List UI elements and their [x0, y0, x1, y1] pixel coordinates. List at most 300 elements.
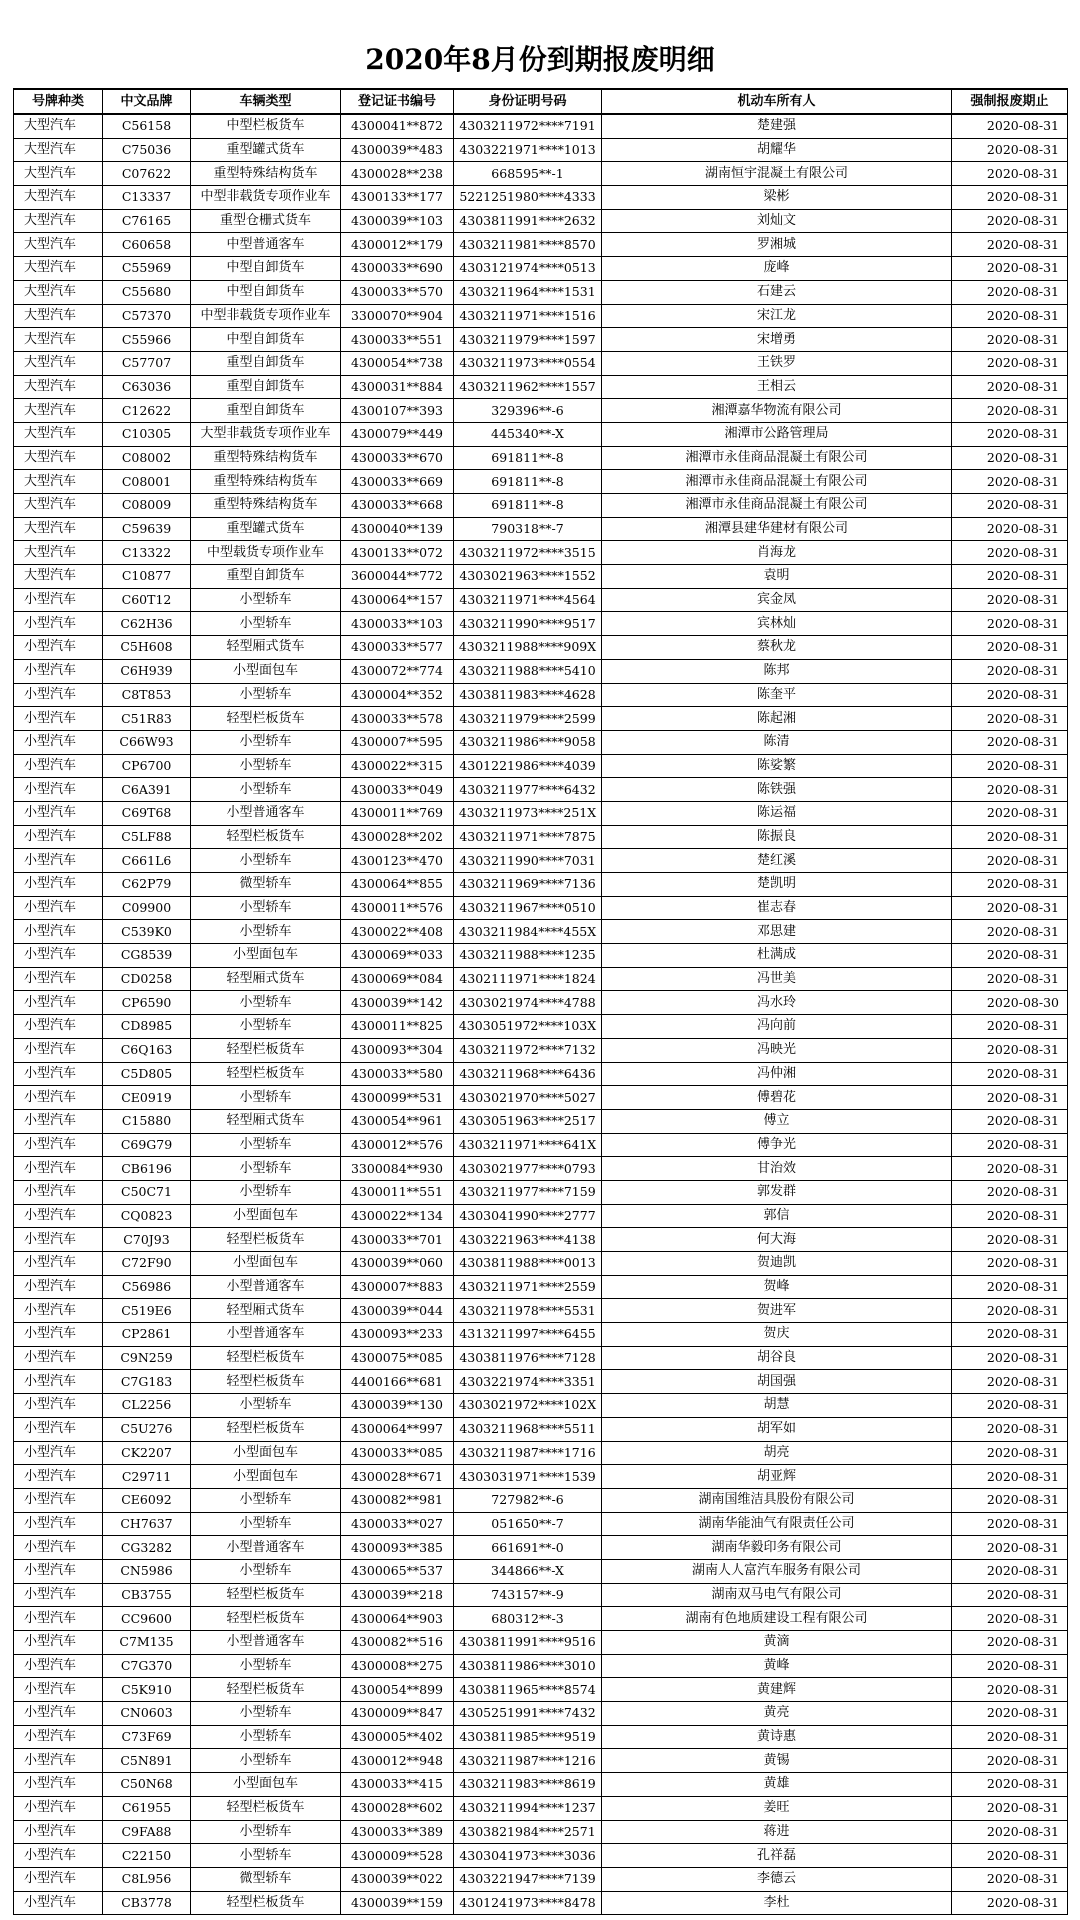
brand-cell: CK2207 [103, 1441, 191, 1465]
plate-type-cell: 大型汽车 [14, 280, 103, 304]
table-row [14, 375, 1068, 399]
table-row [14, 1536, 1068, 1560]
certificate-number-cell: 4300064**903 [341, 1607, 454, 1631]
brand-cell: C08002 [103, 446, 191, 470]
scrap-deadline-cell: 2020-08-31 [952, 659, 1068, 683]
vehicle-type-cell: 小型轿车 [191, 920, 341, 944]
owner-cell: 蔡秋龙 [602, 636, 952, 660]
table-row [14, 754, 1068, 778]
owner-cell: 胡国强 [602, 1370, 952, 1394]
table-row [14, 1038, 1068, 1062]
brand-cell: C09900 [103, 896, 191, 920]
plate-type-cell: 小型汽车 [14, 920, 103, 944]
vehicle-type-cell: 重型自卸货车 [191, 351, 341, 375]
scrap-deadline-cell: 2020-08-31 [952, 944, 1068, 968]
scrap-deadline-cell: 2020-08-31 [952, 1536, 1068, 1560]
plate-type-cell: 小型汽车 [14, 1109, 103, 1133]
brand-cell: C5K910 [103, 1678, 191, 1702]
table-row [14, 1346, 1068, 1370]
certificate-number-cell: 4300033**027 [341, 1512, 454, 1536]
plate-type-cell: 小型汽车 [14, 1512, 103, 1536]
plate-type-cell: 小型汽车 [14, 1323, 103, 1347]
id-number-cell: 4303211971****1516 [454, 304, 602, 328]
brand-cell: C7G183 [103, 1370, 191, 1394]
plate-type-cell: 小型汽车 [14, 1559, 103, 1583]
table-row [14, 1275, 1068, 1299]
plate-type-cell: 小型汽车 [14, 1702, 103, 1726]
table-row [14, 1583, 1068, 1607]
owner-cell: 湖南双马电气有限公司 [602, 1583, 952, 1607]
id-number-cell: 4302111971****1824 [454, 967, 602, 991]
owner-cell: 湖南国维洁具股份有限公司 [602, 1488, 952, 1512]
scrap-deadline-cell: 2020-08-31 [952, 636, 1068, 660]
brand-cell: C5U276 [103, 1417, 191, 1441]
id-number-cell: 4303811991****2632 [454, 209, 602, 233]
scrap-deadline-cell: 2020-08-31 [952, 1133, 1068, 1157]
scrap-deadline-cell: 2020-08-31 [952, 114, 1068, 138]
id-number-cell: 4303221963****4138 [454, 1228, 602, 1252]
certificate-number-cell: 4300039**142 [341, 991, 454, 1015]
table-row [14, 920, 1068, 944]
scrap-deadline-cell: 2020-08-31 [952, 1678, 1068, 1702]
plate-type-cell: 小型汽车 [14, 1204, 103, 1228]
id-number-cell: 4303211972****7132 [454, 1038, 602, 1062]
vehicle-type-cell: 小型面包车 [191, 1252, 341, 1276]
certificate-number-cell: 4300011**769 [341, 801, 454, 825]
table-row [14, 1109, 1068, 1133]
table-row [14, 494, 1068, 518]
brand-cell: C60658 [103, 233, 191, 257]
scrap-deadline-cell: 2020-08-31 [952, 446, 1068, 470]
certificate-number-cell: 4300064**997 [341, 1417, 454, 1441]
scrap-deadline-cell: 2020-08-31 [952, 754, 1068, 778]
table-row [14, 896, 1068, 920]
owner-cell: 袁明 [602, 565, 952, 589]
owner-cell: 黄锡 [602, 1749, 952, 1773]
id-number-cell: 4303021972****102X [454, 1394, 602, 1418]
certificate-number-cell: 4300039**218 [341, 1583, 454, 1607]
scrap-deadline-cell: 2020-08-31 [952, 825, 1068, 849]
scrap-deadline-cell: 2020-08-31 [952, 1749, 1068, 1773]
id-number-cell: 4301241973****8478 [454, 1891, 602, 1915]
scrap-deadline-cell: 2020-08-31 [952, 588, 1068, 612]
brand-cell: C55969 [103, 257, 191, 281]
vehicle-type-cell: 大型非载货专项作业车 [191, 422, 341, 446]
plate-type-cell: 小型汽车 [14, 1133, 103, 1157]
brand-cell: C12622 [103, 399, 191, 423]
owner-cell: 陈清 [602, 730, 952, 754]
id-number-cell: 4303211977****7159 [454, 1180, 602, 1204]
id-number-cell: 4303211988****1235 [454, 944, 602, 968]
owner-cell: 王铁罗 [602, 351, 952, 375]
id-number-cell: 4303211994****1237 [454, 1796, 602, 1820]
scrap-deadline-cell: 2020-08-31 [952, 1275, 1068, 1299]
brand-cell: C5H608 [103, 636, 191, 660]
table-row [14, 351, 1068, 375]
table-row [14, 1867, 1068, 1891]
plate-type-cell: 小型汽车 [14, 1370, 103, 1394]
vehicle-type-cell: 轻型栏板货车 [191, 1678, 341, 1702]
id-number-cell: 4303211979****1597 [454, 328, 602, 352]
scrap-deadline-cell: 2020-08-31 [952, 1512, 1068, 1536]
vehicle-type-cell: 小型面包车 [191, 944, 341, 968]
table-body [14, 114, 1068, 1915]
id-number-cell: 4303221947****7139 [454, 1867, 602, 1891]
brand-cell: C59639 [103, 517, 191, 541]
table-row [14, 565, 1068, 589]
owner-cell: 黄滴 [602, 1631, 952, 1655]
scrap-deadline-cell: 2020-08-31 [952, 967, 1068, 991]
plate-type-cell: 小型汽车 [14, 707, 103, 731]
owner-cell: 宋江龙 [602, 304, 952, 328]
id-number-cell: 4303051963****2517 [454, 1109, 602, 1133]
brand-cell: C08009 [103, 494, 191, 518]
brand-cell: C07622 [103, 162, 191, 186]
id-number-cell: 4303211987****1216 [454, 1749, 602, 1773]
scrap-deadline-cell: 2020-08-31 [952, 494, 1068, 518]
vehicle-type-cell: 轻型栏板货车 [191, 1796, 341, 1820]
id-number-cell: 691811**-8 [454, 494, 602, 518]
scrap-deadline-cell: 2020-08-31 [952, 1583, 1068, 1607]
table-row [14, 991, 1068, 1015]
table-row [14, 1180, 1068, 1204]
id-number-cell: 4303021977****0793 [454, 1157, 602, 1181]
scrap-deadline-cell: 2020-08-31 [952, 1204, 1068, 1228]
brand-cell: C10877 [103, 565, 191, 589]
scrap-deadline-cell: 2020-08-31 [952, 801, 1068, 825]
brand-cell: C9FA88 [103, 1820, 191, 1844]
id-number-cell: 4303121974****0513 [454, 257, 602, 281]
vehicle-type-cell: 重型特殊结构货车 [191, 470, 341, 494]
table-row [14, 944, 1068, 968]
scrap-deadline-cell: 2020-08-31 [952, 1299, 1068, 1323]
certificate-number-cell: 4300039**483 [341, 138, 454, 162]
owner-cell: 湘潭市永佳商品混凝土有限公司 [602, 470, 952, 494]
vehicle-type-cell: 中型自卸货车 [191, 280, 341, 304]
brand-cell: C519E6 [103, 1299, 191, 1323]
owner-cell: 湘潭县建华建材有限公司 [602, 517, 952, 541]
owner-cell: 蒋进 [602, 1820, 952, 1844]
brand-cell: C76165 [103, 209, 191, 233]
id-number-cell: 4303021970****5027 [454, 1086, 602, 1110]
id-number-cell: 743157**-9 [454, 1583, 602, 1607]
id-number-cell: 4303211977****6432 [454, 778, 602, 802]
plate-type-cell: 小型汽车 [14, 1015, 103, 1039]
table-row [14, 1323, 1068, 1347]
brand-cell: C15880 [103, 1109, 191, 1133]
owner-cell: 贺峰 [602, 1275, 952, 1299]
owner-cell: 宾林灿 [602, 612, 952, 636]
owner-cell: 傅争光 [602, 1133, 952, 1157]
scrap-deadline-cell: 2020-08-31 [952, 1228, 1068, 1252]
owner-cell: 郭信 [602, 1204, 952, 1228]
vehicle-type-cell: 小型普通客车 [191, 1275, 341, 1299]
vehicle-type-cell: 小型轿车 [191, 1015, 341, 1039]
id-number-cell: 4303221974****3351 [454, 1370, 602, 1394]
brand-cell: C60T12 [103, 588, 191, 612]
owner-cell: 崔志春 [602, 896, 952, 920]
certificate-number-cell: 4300069**084 [341, 967, 454, 991]
certificate-number-cell: 4300082**981 [341, 1488, 454, 1512]
vehicle-type-cell: 轻型厢式货车 [191, 636, 341, 660]
owner-cell: 李杜 [602, 1891, 952, 1915]
brand-cell: C13337 [103, 186, 191, 210]
vehicle-type-cell: 轻型栏板货车 [191, 1583, 341, 1607]
owner-cell: 陈奎平 [602, 683, 952, 707]
certificate-number-cell: 4300028**671 [341, 1465, 454, 1489]
vehicle-type-cell: 中型载货专项作业车 [191, 541, 341, 565]
certificate-number-cell: 4300033**577 [341, 636, 454, 660]
brand-cell: C29711 [103, 1465, 191, 1489]
scrap-deadline-cell: 2020-08-31 [952, 1465, 1068, 1489]
id-number-cell: 661691**-0 [454, 1536, 602, 1560]
id-number-cell: 4303211983****8619 [454, 1773, 602, 1797]
table-row [14, 683, 1068, 707]
vehicle-type-cell: 微型轿车 [191, 873, 341, 897]
plate-type-cell: 小型汽车 [14, 967, 103, 991]
certificate-number-cell: 4300069**033 [341, 944, 454, 968]
owner-cell: 冯映光 [602, 1038, 952, 1062]
plate-type-cell: 大型汽车 [14, 257, 103, 281]
vehicle-type-cell: 重型特殊结构货车 [191, 494, 341, 518]
vehicle-type-cell: 小型轿车 [191, 730, 341, 754]
owner-cell: 郭发群 [602, 1180, 952, 1204]
certificate-number-cell: 4300093**385 [341, 1536, 454, 1560]
table-row [14, 1488, 1068, 1512]
table-row [14, 1891, 1068, 1915]
brand-cell: C70J93 [103, 1228, 191, 1252]
certificate-number-cell: 4300093**304 [341, 1038, 454, 1062]
id-number-cell: 329396**-6 [454, 399, 602, 423]
certificate-number-cell: 4300022**134 [341, 1204, 454, 1228]
owner-cell: 陈铁强 [602, 778, 952, 802]
brand-cell: CB3755 [103, 1583, 191, 1607]
vehicle-type-cell: 轻型厢式货车 [191, 1109, 341, 1133]
scrap-deadline-cell: 2020-08-31 [952, 1891, 1068, 1915]
plate-type-cell: 小型汽车 [14, 1441, 103, 1465]
owner-cell: 贺迪凯 [602, 1252, 952, 1276]
table-row [14, 1678, 1068, 1702]
brand-cell: C57707 [103, 351, 191, 375]
plate-type-cell: 小型汽车 [14, 659, 103, 683]
plate-type-cell: 大型汽车 [14, 399, 103, 423]
vehicle-type-cell: 小型轿车 [191, 849, 341, 873]
scrap-deadline-cell: 2020-08-31 [952, 209, 1068, 233]
scrap-deadline-cell: 2020-08-31 [952, 1654, 1068, 1678]
owner-cell: 黄亮 [602, 1702, 952, 1726]
plate-type-cell: 小型汽车 [14, 1062, 103, 1086]
owner-cell: 杜满成 [602, 944, 952, 968]
table-row [14, 1702, 1068, 1726]
scrap-deadline-cell: 2020-08-31 [952, 328, 1068, 352]
vehicle-type-cell: 小型普通客车 [191, 801, 341, 825]
certificate-number-cell: 3600044**772 [341, 565, 454, 589]
vehicle-type-cell: 小型轿车 [191, 1133, 341, 1157]
certificate-number-cell: 4300033**551 [341, 328, 454, 352]
table-row [14, 257, 1068, 281]
plate-type-cell: 大型汽车 [14, 233, 103, 257]
vehicle-type-cell: 小型轿车 [191, 683, 341, 707]
vehicle-type-cell: 轻型厢式货车 [191, 1299, 341, 1323]
table-row [14, 280, 1068, 304]
owner-cell: 楚凯明 [602, 873, 952, 897]
vehicle-type-cell: 重型罐式货车 [191, 517, 341, 541]
vehicle-type-cell: 中型普通客车 [191, 233, 341, 257]
table-row [14, 446, 1068, 470]
id-number-cell: 4303221971****1013 [454, 138, 602, 162]
certificate-number-cell: 4300028**602 [341, 1796, 454, 1820]
owner-cell: 胡亮 [602, 1441, 952, 1465]
table-row [14, 1512, 1068, 1536]
certificate-number-cell: 4300033**103 [341, 612, 454, 636]
certificate-number-cell: 4300039**044 [341, 1299, 454, 1323]
id-number-cell: 5221251980****4333 [454, 186, 602, 210]
owner-cell: 胡亚辉 [602, 1465, 952, 1489]
owner-cell: 胡慧 [602, 1394, 952, 1418]
scrap-deadline-cell: 2020-08-31 [952, 1323, 1068, 1347]
table-row [14, 1252, 1068, 1276]
certificate-number-cell: 4300039**022 [341, 1867, 454, 1891]
scrap-deadline-cell: 2020-08-31 [952, 375, 1068, 399]
certificate-number-cell: 4300107**393 [341, 399, 454, 423]
plate-type-cell: 小型汽车 [14, 1417, 103, 1441]
scrap-deadline-cell: 2020-08-31 [952, 683, 1068, 707]
certificate-number-cell: 4300093**233 [341, 1323, 454, 1347]
owner-cell: 贺庆 [602, 1323, 952, 1347]
vehicle-type-cell: 小型轿车 [191, 1488, 341, 1512]
scrap-deadline-cell: 2020-08-31 [952, 1488, 1068, 1512]
owner-cell: 胡谷良 [602, 1346, 952, 1370]
owner-cell: 冯水玲 [602, 991, 952, 1015]
id-number-cell: 4303041990****2777 [454, 1204, 602, 1228]
brand-cell: C9N259 [103, 1346, 191, 1370]
id-number-cell: 4303211988****909X [454, 636, 602, 660]
brand-cell: C50N68 [103, 1773, 191, 1797]
id-number-cell: 668595**-1 [454, 162, 602, 186]
column-header-plate-type: 号牌种类 [14, 89, 103, 114]
id-number-cell: 4303811983****4628 [454, 683, 602, 707]
plate-type-cell: 大型汽车 [14, 565, 103, 589]
certificate-number-cell: 4300033**668 [341, 494, 454, 518]
scrap-vehicle-table [13, 88, 1068, 1915]
owner-cell: 胡军如 [602, 1417, 952, 1441]
brand-cell: C6A391 [103, 778, 191, 802]
brand-cell: C56158 [103, 114, 191, 138]
plate-type-cell: 大型汽车 [14, 114, 103, 138]
brand-cell: C8L956 [103, 1867, 191, 1891]
scrap-deadline-cell: 2020-08-31 [952, 470, 1068, 494]
id-number-cell: 4303211981****8570 [454, 233, 602, 257]
certificate-number-cell: 4300033**670 [341, 446, 454, 470]
certificate-number-cell: 4300079**449 [341, 422, 454, 446]
owner-cell: 冯向前 [602, 1015, 952, 1039]
plate-type-cell: 小型汽车 [14, 1038, 103, 1062]
certificate-number-cell: 4300033**570 [341, 280, 454, 304]
id-number-cell: 051650**-7 [454, 1512, 602, 1536]
plate-type-cell: 小型汽车 [14, 754, 103, 778]
brand-cell: CP6700 [103, 754, 191, 778]
plate-type-cell: 小型汽车 [14, 1796, 103, 1820]
certificate-number-cell: 4300028**202 [341, 825, 454, 849]
brand-cell: CB3778 [103, 1891, 191, 1915]
scrap-deadline-cell: 2020-08-31 [952, 399, 1068, 423]
brand-cell: C08001 [103, 470, 191, 494]
brand-cell: C69T68 [103, 801, 191, 825]
scrap-deadline-cell: 2020-08-31 [952, 1086, 1068, 1110]
certificate-number-cell: 4300009**528 [341, 1844, 454, 1868]
owner-cell: 湖南恒宇混凝土有限公司 [602, 162, 952, 186]
vehicle-type-cell: 小型面包车 [191, 1773, 341, 1797]
vehicle-type-cell: 小型轿车 [191, 1654, 341, 1678]
certificate-number-cell: 4300054**961 [341, 1109, 454, 1133]
id-number-cell: 4303041973****3036 [454, 1844, 602, 1868]
scrap-deadline-cell: 2020-08-31 [952, 138, 1068, 162]
owner-cell: 罗湘城 [602, 233, 952, 257]
plate-type-cell: 小型汽车 [14, 1228, 103, 1252]
brand-cell: C69G79 [103, 1133, 191, 1157]
table-row [14, 470, 1068, 494]
id-number-cell: 4303211967****0510 [454, 896, 602, 920]
scrap-deadline-cell: 2020-08-31 [952, 565, 1068, 589]
scrap-deadline-cell: 2020-08-31 [952, 422, 1068, 446]
plate-type-cell: 小型汽车 [14, 873, 103, 897]
owner-cell: 陈起湘 [602, 707, 952, 731]
owner-cell: 石建云 [602, 280, 952, 304]
owner-cell: 宋增勇 [602, 328, 952, 352]
id-number-cell: 4303811985****9519 [454, 1725, 602, 1749]
table-row [14, 1370, 1068, 1394]
plate-type-cell: 小型汽车 [14, 1867, 103, 1891]
owner-cell: 肖海龙 [602, 541, 952, 565]
id-number-cell: 4303021963****1552 [454, 565, 602, 589]
owner-cell: 黄雄 [602, 1773, 952, 1797]
certificate-number-cell: 4300082**516 [341, 1631, 454, 1655]
vehicle-type-cell: 小型轿车 [191, 1844, 341, 1868]
id-number-cell: 4303211986****9058 [454, 730, 602, 754]
plate-type-cell: 小型汽车 [14, 1583, 103, 1607]
column-header-certificate-number: 登记证书编号 [341, 89, 454, 114]
vehicle-type-cell: 轻型栏板货车 [191, 1346, 341, 1370]
plate-type-cell: 大型汽车 [14, 517, 103, 541]
table-row [14, 1157, 1068, 1181]
certificate-number-cell: 4300009**847 [341, 1702, 454, 1726]
id-number-cell: 445340**-X [454, 422, 602, 446]
plate-type-cell: 小型汽车 [14, 1346, 103, 1370]
vehicle-type-cell: 小型轿车 [191, 1394, 341, 1418]
plate-type-cell: 小型汽车 [14, 944, 103, 968]
vehicle-type-cell: 小型轿车 [191, 612, 341, 636]
table-row [14, 778, 1068, 802]
brand-cell: C57370 [103, 304, 191, 328]
vehicle-type-cell: 小型轿车 [191, 1512, 341, 1536]
table-row [14, 328, 1068, 352]
table-row [14, 1204, 1068, 1228]
id-number-cell: 4303811976****7128 [454, 1346, 602, 1370]
owner-cell: 陈邦 [602, 659, 952, 683]
table-row [14, 612, 1068, 636]
table-row [14, 1015, 1068, 1039]
brand-cell: C6Q163 [103, 1038, 191, 1062]
plate-type-cell: 小型汽车 [14, 1394, 103, 1418]
brand-cell: C10305 [103, 422, 191, 446]
vehicle-type-cell: 重型特殊结构货车 [191, 446, 341, 470]
owner-cell: 楚红溪 [602, 849, 952, 873]
column-header-scrap-deadline: 强制报废期止 [952, 89, 1068, 114]
table-row [14, 825, 1068, 849]
plate-type-cell: 大型汽车 [14, 328, 103, 352]
plate-type-cell: 大型汽车 [14, 375, 103, 399]
brand-cell: CB6196 [103, 1157, 191, 1181]
